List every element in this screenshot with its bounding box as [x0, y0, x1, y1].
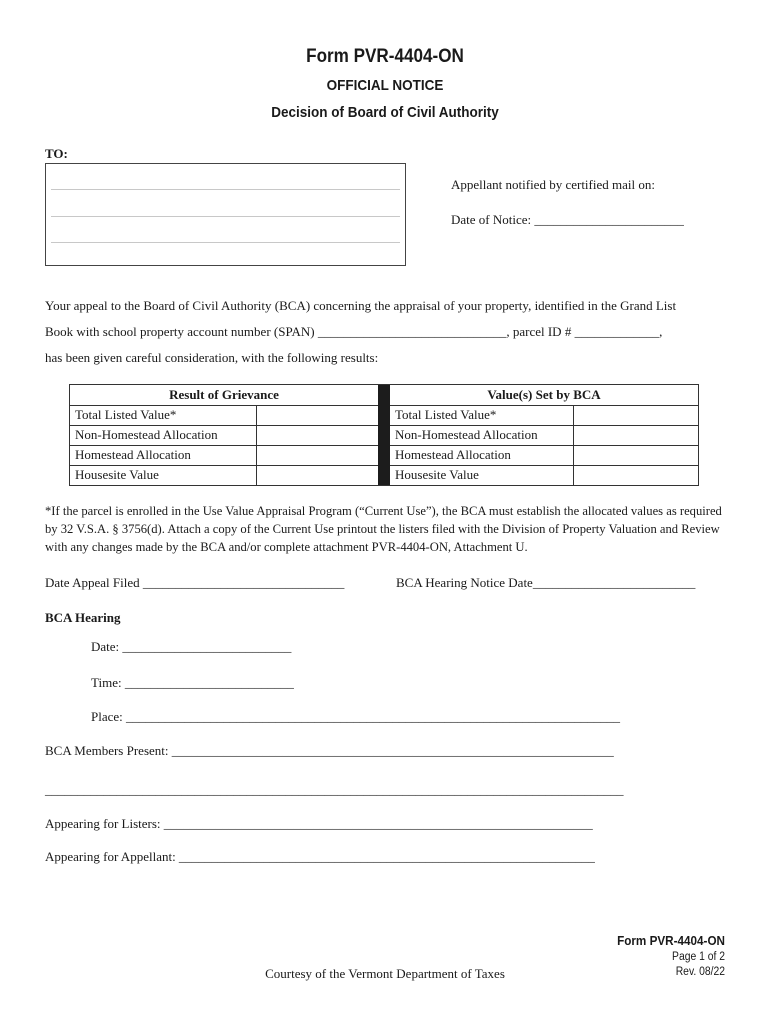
grievance-value-cell[interactable] [256, 405, 378, 425]
bca-row-label: Housesite Value [395, 467, 479, 482]
table-rule [573, 405, 574, 485]
bca-value-cell[interactable] [573, 465, 698, 485]
grievance-row-label: Total Listed Value* [75, 407, 177, 422]
table-rule [256, 405, 257, 485]
table-rule [70, 445, 378, 446]
table-rule [70, 405, 378, 406]
bca-value-cell[interactable] [573, 405, 698, 425]
appeal-paragraph-line-2[interactable]: Book with school property account number (SPAN) _____________________________, parcel ID # _____________, [45, 324, 663, 339]
table-divider [378, 385, 390, 485]
appeal-paragraph-line-1: Your appeal to the Board of Civil Authority (BCA) concerning the appraisal of your property, identified in the Grand List [45, 298, 677, 313]
bca-row-label: Non-Homestead Allocation [395, 427, 538, 442]
address-line-3[interactable] [51, 242, 400, 243]
table-rule [390, 405, 698, 406]
footer-page-number: Page 1 of 2 [672, 951, 725, 963]
appeal-paragraph-line-3: has been given careful consideration, with the following results: [45, 350, 379, 365]
table-rule [70, 465, 378, 466]
grievance-row-label: Housesite Value [75, 467, 159, 482]
address-line-2[interactable] [51, 216, 400, 217]
bca-row-label: Homestead Allocation [395, 447, 511, 462]
table-rule [390, 425, 698, 426]
grievance-value-cell[interactable] [256, 425, 378, 445]
appearing-appellant-field[interactable]: Appearing for Appellant: ________________________________________________________________ [45, 849, 595, 864]
bca-values-header: Value(s) Set by BCA [487, 387, 601, 402]
hearing-notice-date-field[interactable]: BCA Hearing Notice Date_________________________ [396, 575, 696, 590]
grievance-row-label: Non-Homestead Allocation [75, 427, 218, 442]
hearing-date-field[interactable]: Date: __________________________ [91, 639, 292, 654]
current-use-note: *If the parcel is enrolled in the Use Value Appraisal Program (“Current Use”), the BCA must establish the allocated values as required by 32 V.S.A. § 3756(d). Attach a copy of the Current Use printout the listers filed with the Division of Property Valuation and Review with any changes made by the BCA and/or complete attachment PVR-4404-ON, Attachment U. [45, 504, 722, 554]
bca-hearing-heading: BCA Hearing [45, 610, 121, 625]
footer-revision: Rev. 08/22 [675, 966, 725, 978]
address-line-1[interactable] [51, 189, 400, 190]
table-rule [390, 445, 698, 446]
members-continuation-line[interactable]: _________________________________________________________________________________________ [45, 782, 624, 797]
table-rule [390, 465, 698, 466]
notice-subtitle: OFFICIAL NOTICE [326, 77, 444, 94]
appearing-listers-field[interactable]: Appearing for Listers: __________________________________________________________________ [45, 816, 593, 831]
bca-value-cell[interactable] [573, 425, 698, 445]
footer-form-id: Form PVR-4404-ON [617, 933, 725, 948]
recipient-address-box[interactable] [45, 163, 406, 266]
grievance-value-cell[interactable] [256, 465, 378, 485]
footer-courtesy: Courtesy of the Vermont Department of Taxes [265, 966, 505, 981]
to-label: TO: [45, 146, 68, 161]
date-appeal-filed-field[interactable]: Date Appeal Filed _______________________________ [45, 575, 345, 590]
date-of-notice-field[interactable]: Date of Notice: _______________________ [451, 212, 684, 227]
members-present-field[interactable]: BCA Members Present: ____________________________________________________________________ [45, 743, 614, 758]
hearing-place-field[interactable]: Place: ____________________________________________________________________________ [91, 709, 621, 724]
grievance-value-cell[interactable] [256, 445, 378, 465]
grievance-row-label: Homestead Allocation [75, 447, 191, 462]
results-table [69, 384, 699, 486]
bca-value-cell[interactable] [573, 445, 698, 465]
hearing-time-field[interactable]: Time: __________________________ [91, 675, 294, 690]
table-rule [70, 425, 378, 426]
form-title: Form PVR-4404-ON [306, 46, 464, 67]
form-heading: Decision of Board of Civil Authority [271, 104, 499, 121]
bca-row-label: Total Listed Value* [395, 407, 497, 422]
grievance-header: Result of Grievance [169, 387, 279, 402]
certified-mail-label: Appellant notified by certified mail on: [451, 177, 655, 192]
